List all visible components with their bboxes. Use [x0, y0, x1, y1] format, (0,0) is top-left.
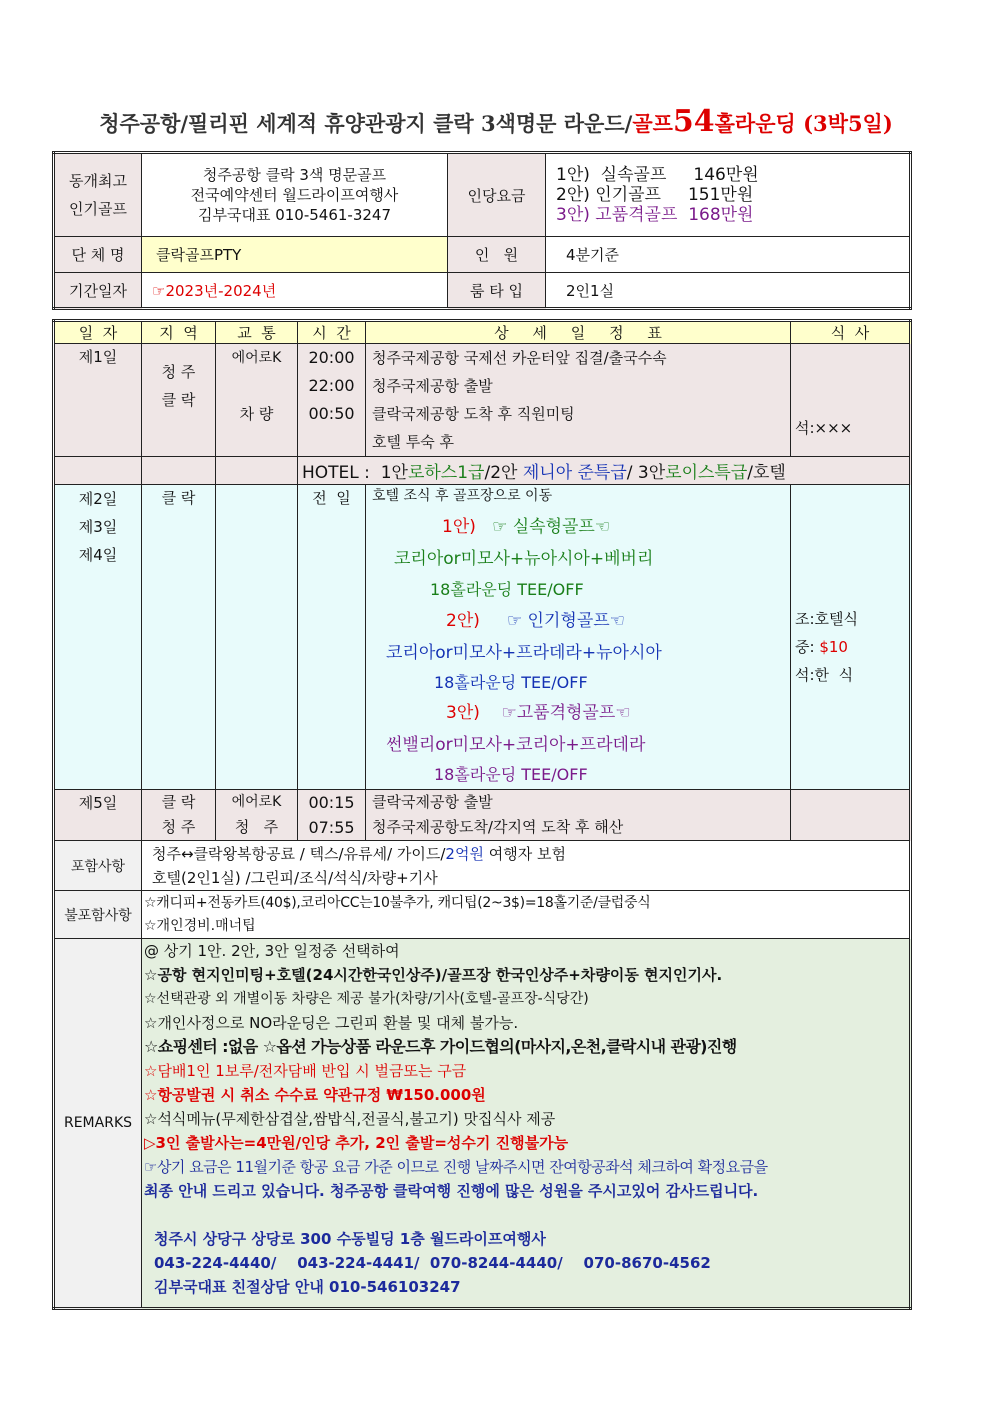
day2-meals	[791, 485, 911, 790]
page-title	[0, 104, 992, 139]
company-line3: 김부국대표 010-5461-3247	[197, 206, 392, 224]
remark-line: ☆공항 현지인미팅+호텔(24시간한국인상주)/골프장 한국인상주+차량이동 현지인기사.	[144, 966, 723, 984]
day2-4-labels	[54, 485, 142, 790]
hotel-sep1: /2안	[484, 463, 523, 483]
meal-value: $10	[819, 638, 848, 656]
people-value: 4분기준	[546, 237, 911, 273]
price-option3: 3안) 고품격골프 168만원	[556, 205, 754, 225]
day-label: 제3일	[78, 518, 118, 536]
remarks-content	[142, 939, 911, 1309]
included-text: 여행자 보험	[483, 844, 566, 863]
title-rounding: 홀라운딩	[714, 111, 796, 136]
included-label: 포함사항	[54, 841, 142, 891]
day5-region	[142, 790, 216, 841]
remarks-row	[54, 939, 911, 1309]
day5-transport	[216, 790, 298, 841]
header-date: 일 자	[54, 321, 142, 344]
remark-line: 최종 안내 드리고 있습니다. 청주공항 클락여행 진행에 많은 성원을 주시고있어 감사드립니다.	[144, 1182, 759, 1200]
price-option1: 1안) 실속골프 146만원	[556, 165, 759, 185]
included-line1	[152, 842, 905, 866]
included-text: 청주↔클락왕복항공료 / 텍스/유류세/ 가이드/	[152, 844, 446, 863]
remark-line: ☆항공발권 시 취소 수수료 약관규정 ₩150.000원	[144, 1086, 486, 1104]
remark-line: ☆선택관광 외 개별이동 차량은 제공 불가(차량/기사(호텔-골프장-식당간)	[144, 991, 589, 1007]
info-table	[52, 151, 912, 310]
day1-details	[366, 344, 791, 457]
excluded-line2: ☆개인경비.매너팁	[144, 917, 256, 934]
remark-line: ☞상기 요금은 11월기준 항공 요금 가준 이므로 진행 날짜주시면 잔여항공좌석 체크하여 확정요금을	[144, 1158, 768, 1176]
hotel-sep2: / 3안	[626, 463, 666, 483]
header-detail: 상 세 일 정 표	[366, 321, 791, 344]
day1-region	[142, 344, 216, 457]
option-num: 3안)	[446, 703, 480, 723]
option2-courses: 코리아or미모사+프라데라+뉴아시아	[386, 643, 662, 663]
period-label: 기간일자	[54, 273, 142, 309]
time-item: 00:15	[308, 793, 355, 812]
hotel-option2: 제니아 준특급	[522, 463, 627, 483]
company-line2: 전국예약센터 월드라이프여행사	[190, 186, 399, 204]
excluded-line1: ☆캐디피+전동카트(40$),코리아CC는10불추가, 캐디팁(2~3$)=18홀기준/클럽중식	[144, 894, 651, 911]
excluded-row	[54, 891, 911, 939]
detail-item: 클락국제공항 도착 후 직원미팅	[372, 405, 575, 423]
region-line: 클 락	[161, 391, 196, 409]
included-line2: 호텔(2인1실) /그린피/조식/석식/차량+기사	[152, 868, 438, 887]
day-label: 제4일	[78, 546, 118, 564]
option1-courses: 코리아or미모사+뉴아시아+베버리	[394, 549, 654, 569]
detail-item: 청주국제공항도착/각지역 도착 후 해산	[372, 818, 624, 836]
option-num: 2안)	[446, 611, 480, 631]
option2-tee: 18홀라운딩 TEE/OFF	[434, 673, 588, 692]
excluded-content	[142, 891, 911, 939]
remark-line: ☆담배1인 1보루/전자담배 반입 시 벌금또는 구금	[144, 1062, 467, 1080]
time-item: 20:00	[308, 348, 355, 367]
option2-title	[372, 605, 786, 637]
room-label: 룸 타 입	[448, 273, 546, 309]
detail-item: 클락국제공항 출발	[372, 793, 493, 811]
region-line: 클 락	[161, 793, 196, 811]
included-insurance: 2억원	[445, 844, 484, 863]
included-content	[142, 841, 911, 891]
day5-label: 제5일	[54, 790, 142, 841]
meal-line: 석:한 식	[795, 666, 854, 684]
remark-line: 청주시 상당구 상당로 300 수동빌딩 1층 월드라이프여행사	[154, 1230, 546, 1248]
option1-title	[372, 511, 786, 543]
meal-line: 조:호텔식	[795, 610, 859, 628]
remark-line: 김부국대표 친절상담 안내 010-546103247	[154, 1278, 461, 1296]
transport-line: 차 량	[239, 405, 274, 423]
title-54: 54	[672, 104, 715, 139]
hotel-prefix: HOTEL : 1안	[302, 463, 408, 483]
hotel-option1: 로하스1급	[407, 463, 485, 483]
day5-row	[54, 790, 911, 841]
header-transport: 교 통	[216, 321, 298, 344]
hotel-row	[54, 457, 911, 485]
region-line: 청 주	[161, 818, 196, 836]
time-item	[302, 428, 361, 456]
time-item: 07:55	[308, 818, 355, 837]
price-list	[546, 153, 911, 237]
remark-line: ☆개인사정으로 NO라운딩은 그린피 환불 및 대체 불가능.	[144, 1014, 519, 1032]
group-name: 클락골프PTY	[142, 237, 448, 273]
header-region: 지 역	[142, 321, 216, 344]
price-label: 인당요금	[448, 153, 546, 237]
option3-tee: 18홀라운딩 TEE/OFF	[434, 765, 588, 784]
option1-tee: 18홀라운딩 TEE/OFF	[430, 580, 584, 599]
remark-line: @ 상기 1안. 2안, 3안 일정중 선택하여	[144, 942, 400, 960]
remarks-label: REMARKS	[54, 939, 142, 1309]
detail-item: 청주국제공항 출발	[372, 377, 493, 395]
price-option2: 2안) 인기골프 151만원	[556, 185, 754, 205]
day1-row	[54, 344, 911, 457]
title-duration: (3박5일)	[795, 111, 893, 136]
breakfast-line: 호텔 조식 후 골프장으로 이동	[372, 488, 553, 504]
label-line: 동개최고	[69, 172, 127, 190]
day2-4-row	[54, 485, 911, 790]
people-label: 인 원	[448, 237, 546, 273]
remark-line: ▷3인 출발사는=4만원/인당 추가, 2인 출발=성수기 진행불가능	[144, 1134, 569, 1152]
period-value: ☞2023년-2024년	[142, 273, 448, 309]
group-label: 단 체 명	[54, 237, 142, 273]
remark-line: ☆석식메뉴(무제한삼겹살,쌈밥식,전골식,불고기) 맛집식사 제공	[144, 1110, 556, 1128]
option-name: ☞ 실속형골프☜	[492, 517, 611, 537]
header-time: 시 간	[298, 321, 366, 344]
transport-line: 에어로K	[231, 350, 282, 366]
day5-times	[298, 790, 366, 841]
company-line1: 청주공항 클락 3색 명문골프	[202, 166, 387, 184]
time-item: 00:50	[308, 404, 355, 423]
hotel-suffix: /호텔	[747, 463, 786, 483]
title-golf: 골프	[632, 111, 673, 136]
best-golf-label	[54, 153, 142, 237]
day2-details	[366, 485, 791, 790]
transport-line: 에어로K	[231, 794, 282, 810]
day1-transport	[216, 344, 298, 457]
day-label: 제2일	[78, 490, 118, 508]
detail-item: 청주국제공항 국제선 카운터앞 집결/출국수속	[372, 349, 667, 367]
label-line: 인기골프	[69, 200, 127, 218]
option-num: 1안)	[442, 517, 476, 537]
region-line: 청 주	[161, 363, 196, 381]
option3-title	[372, 697, 786, 729]
day2-region: 클 락	[142, 485, 216, 790]
room-value: 2인1실	[546, 273, 911, 309]
option-name: ☞ 인기형골프☜	[506, 611, 625, 631]
meal-prefix: 중:	[795, 638, 820, 656]
title-main: 청주공항/필리핀 세계적 휴양관광지 클락 3색명문 라운드/	[99, 111, 633, 136]
meal-line	[795, 633, 905, 661]
detail-item: 호텔 투숙 후	[372, 433, 454, 451]
included-row	[54, 841, 911, 891]
hotel-info	[298, 457, 911, 485]
day1-meal: 석:×××	[791, 344, 911, 457]
remark-line	[144, 1203, 905, 1227]
day2-time: 전 일	[298, 485, 366, 790]
schedule-table	[52, 319, 912, 1310]
day1-label: 제1일	[54, 344, 142, 457]
option-name: ☞고품격형골프☜	[501, 703, 631, 723]
hotel-option3: 로이스특급	[665, 463, 748, 483]
remark-line: 043-224-4440/ 043-224-4441/ 070-8244-4440/ 070-8670-4562	[154, 1254, 711, 1272]
time-item: 22:00	[308, 376, 355, 395]
day5-details	[366, 790, 791, 841]
company-info	[142, 153, 448, 237]
excluded-label: 불포함사항	[54, 891, 142, 939]
header-meal: 식 사	[791, 321, 911, 344]
transport-line: 청 주	[234, 818, 279, 836]
day1-times	[298, 344, 366, 457]
option3-courses: 썬밸리or미모사+코리아+프라데라	[386, 735, 646, 755]
remark-line: ☆쇼핑센터 :없음 ☆옵션 가능상품 라운드후 가이드협의(마사지,온천,클락시내 관광)진행	[144, 1037, 737, 1056]
